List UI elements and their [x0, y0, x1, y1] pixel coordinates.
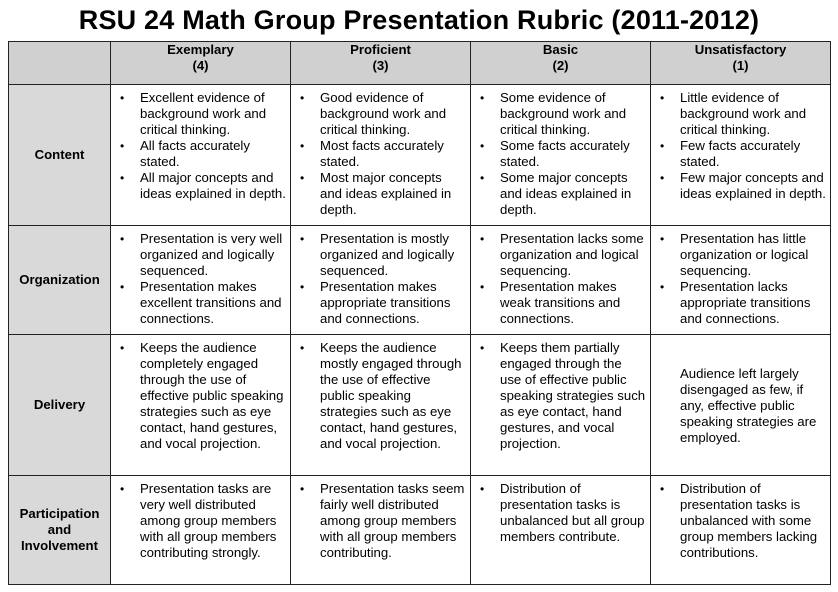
criterion-text: Distribution of presentation tasks is unbalanced with some group members lacking contributions.	[680, 481, 818, 560]
bullet-icon: •	[660, 280, 665, 294]
criterion-text: Audience left largely disengaged as few, if any, effective public speaking strategies are employed.	[680, 366, 817, 445]
criteria-cell	[111, 335, 291, 476]
page-title: RSU 24 Math Group Presentation Rubric (2011-2012)	[78, 5, 760, 35]
criterion-text: Most facts accurately stated.	[320, 138, 444, 169]
bullet-icon: •	[120, 171, 125, 185]
bullet-icon: •	[480, 482, 485, 496]
bullet-icon: •	[480, 171, 485, 185]
column-header-label: Unsatisfactory	[694, 42, 787, 57]
row-label-line: Participation	[19, 506, 100, 521]
criterion-text: Presentation is mostly organized and logically sequenced.	[320, 231, 455, 278]
list-item	[655, 90, 826, 138]
bullet-icon: •	[480, 232, 485, 246]
column-header-score: (4)	[192, 58, 209, 73]
criterion-text: Good evidence of background work and critical thinking.	[320, 90, 447, 137]
bullet-icon: •	[120, 280, 125, 294]
column-header-unsatisfactory	[651, 42, 831, 85]
list-item	[295, 340, 466, 452]
list-item	[655, 279, 826, 327]
bullet-icon: •	[660, 232, 665, 246]
criterion-text: Distribution of presentation tasks is unbalanced but all group members contribute.	[500, 481, 645, 544]
criterion-text: Presentation makes excellent transitions and connections.	[140, 279, 282, 326]
bullet-icon: •	[480, 139, 485, 153]
list-item	[295, 170, 466, 218]
bullet-icon: •	[120, 139, 125, 153]
list-item	[475, 340, 646, 452]
list-item	[295, 231, 466, 279]
row-label-participation	[9, 476, 111, 585]
column-header-label: Basic	[542, 42, 579, 57]
row-label-line: Involvement	[21, 538, 98, 553]
list-item	[115, 170, 286, 202]
list-item	[115, 279, 286, 327]
list-item	[295, 481, 466, 561]
criteria-cell	[651, 335, 831, 476]
bullet-icon: •	[300, 341, 305, 355]
criteria-cell	[651, 226, 831, 335]
criteria-cell	[471, 335, 651, 476]
bullet-icon: •	[480, 91, 485, 105]
list-item	[115, 138, 286, 170]
criterion-text: Some evidence of background work and critical thinking.	[500, 90, 627, 137]
criterion-text: Some major concepts and ideas explained in depth.	[500, 170, 632, 217]
rubric-row-content	[9, 85, 831, 226]
bullet-icon: •	[300, 482, 305, 496]
list-item	[115, 340, 286, 452]
list-item	[115, 231, 286, 279]
row-label-content: Content	[9, 85, 111, 226]
corner-cell	[9, 42, 111, 85]
criterion-text: Keeps them partially engaged through the use of effective public speaking strategies such as eye contact, hand gestures, and vocal projection.	[500, 340, 646, 451]
bullet-icon: •	[300, 280, 305, 294]
bullet-icon: •	[300, 91, 305, 105]
column-header-score: (2)	[552, 58, 569, 73]
rubric-row-participation	[9, 476, 831, 585]
criterion-text: Presentation lacks some organization and logical sequencing.	[500, 231, 644, 278]
row-label-organization: Organization	[9, 226, 111, 335]
list-item	[115, 90, 286, 138]
row-label-line: and	[47, 522, 72, 537]
criterion-text: All facts accurately stated.	[140, 138, 250, 169]
bullet-icon: •	[660, 91, 665, 105]
criterion-text: Presentation tasks are very well distributed among group members with all group members contributing strongly.	[140, 481, 277, 560]
bullet-icon: •	[120, 482, 125, 496]
criteria-cell	[291, 226, 471, 335]
rubric-row-delivery	[9, 335, 831, 476]
criterion-text: Presentation lacks appropriate transitions and connections.	[680, 279, 811, 326]
bullet-icon: •	[480, 280, 485, 294]
bullet-icon: •	[120, 91, 125, 105]
criterion-text: Presentation is very well organized and logically sequenced.	[140, 231, 283, 278]
criterion-text: Presentation has little organization or logical sequencing.	[680, 231, 809, 278]
criteria-cell	[111, 85, 291, 226]
criteria-cell	[291, 85, 471, 226]
criterion-text: Few major concepts and ideas explained in depth.	[680, 170, 826, 201]
list-item	[655, 481, 826, 561]
bullet-icon: •	[120, 341, 125, 355]
list-item	[475, 481, 646, 545]
criterion-text: Keeps the audience mostly engaged through the use of effective public speaking strategies such as eye contact, hand gestures, and vocal projection.	[320, 340, 462, 451]
list-item	[655, 138, 826, 170]
criterion-text: Most major concepts and ideas explained in depth.	[320, 170, 452, 217]
criteria-cell	[291, 476, 471, 585]
criteria-cell	[471, 85, 651, 226]
criteria-cell	[291, 335, 471, 476]
criteria-cell	[471, 476, 651, 585]
list-item	[295, 90, 466, 138]
rubric-row-organization	[9, 226, 831, 335]
column-header-label: Exemplary	[167, 42, 234, 57]
criterion-text: Presentation makes appropriate transitions and connections.	[320, 279, 451, 326]
bullet-icon: •	[120, 232, 125, 246]
criterion-text: Some facts accurately stated.	[500, 138, 630, 169]
column-header-basic	[471, 42, 651, 85]
list-item	[475, 231, 646, 279]
criterion-text: Little evidence of background work and critical thinking.	[680, 90, 807, 137]
bullet-icon: •	[300, 139, 305, 153]
column-header-proficient	[291, 42, 471, 85]
column-header-label: Proficient	[350, 42, 411, 57]
bullet-icon: •	[480, 341, 485, 355]
list-item	[295, 138, 466, 170]
list-item	[655, 231, 826, 279]
list-item	[115, 481, 286, 561]
list-item	[475, 170, 646, 218]
list-item	[655, 170, 826, 202]
column-header-score: (1)	[732, 58, 749, 73]
criteria-cell	[111, 226, 291, 335]
criteria-cell	[651, 476, 831, 585]
criterion-text: Excellent evidence of background work and critical thinking.	[140, 90, 267, 137]
criterion-text: Few facts accurately stated.	[680, 138, 801, 169]
bullet-icon: •	[660, 482, 665, 496]
column-header-score: (3)	[372, 58, 389, 73]
criteria-cell	[111, 476, 291, 585]
bullet-icon: •	[660, 171, 665, 185]
bullet-icon: •	[300, 232, 305, 246]
header-row	[9, 42, 831, 85]
criteria-cell	[651, 85, 831, 226]
list-item	[295, 279, 466, 327]
rubric-table	[8, 41, 831, 585]
criterion-text: All major concepts and ideas explained in depth.	[140, 170, 286, 201]
list-item	[475, 138, 646, 170]
criteria-cell	[471, 226, 651, 335]
row-label-delivery: Delivery	[9, 335, 111, 476]
list-item	[475, 90, 646, 138]
criterion-text: Presentation tasks seem fairly well distributed among group members with all group members contributing.	[320, 481, 465, 560]
column-header-exemplary	[111, 42, 291, 85]
criterion-text: Presentation makes weak transitions and connections.	[500, 279, 621, 326]
criterion-text: Keeps the audience completely engaged through the use of effective public speaking strategies such as eye contact, hand gestures, and vocal projection.	[140, 340, 284, 451]
list-item	[475, 279, 646, 327]
bullet-icon: •	[300, 171, 305, 185]
bullet-icon: •	[660, 139, 665, 153]
